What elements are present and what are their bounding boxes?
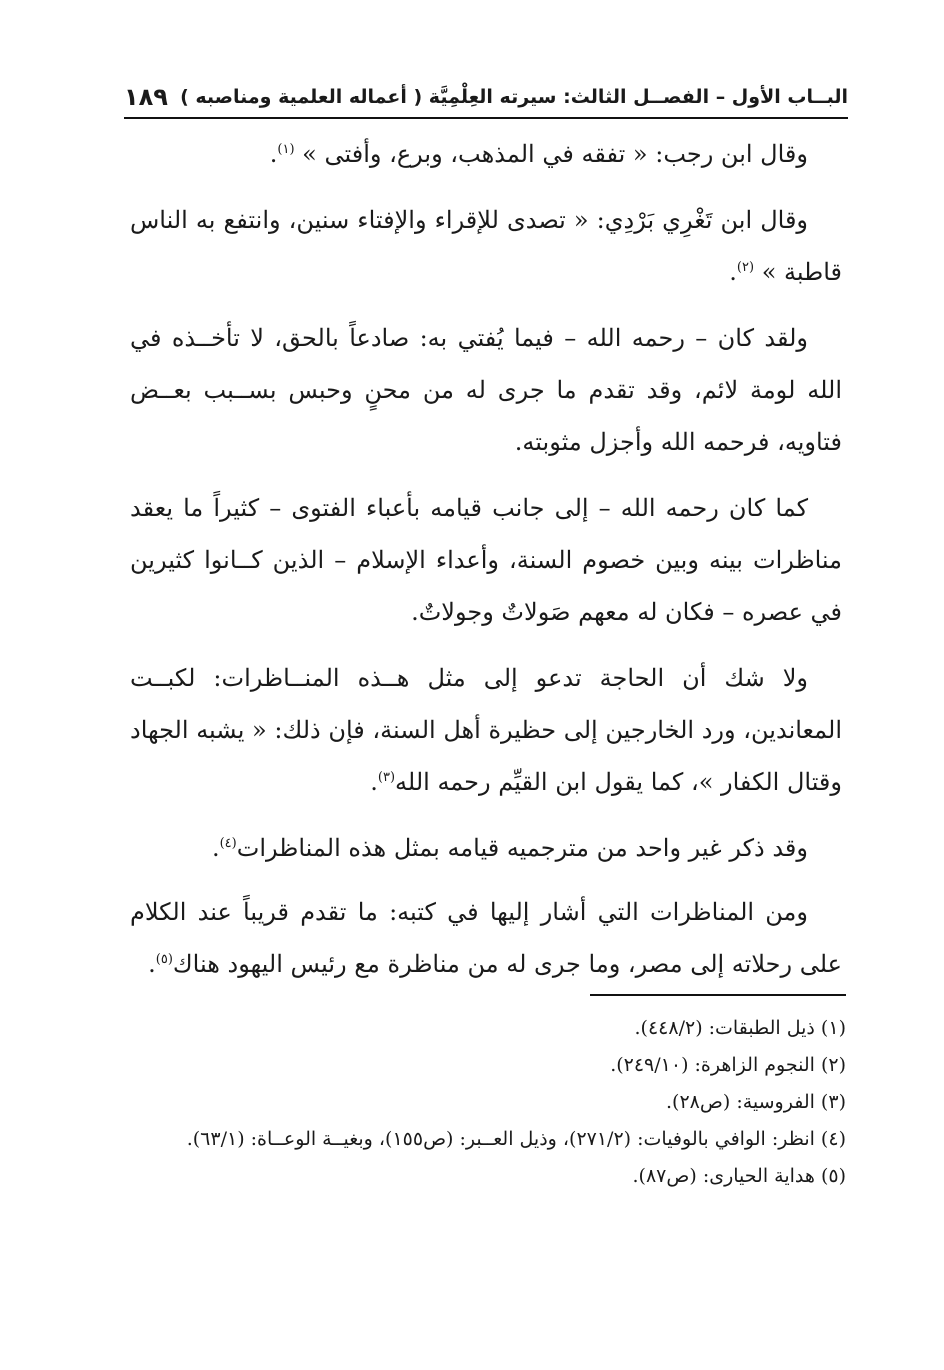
running-header — [124, 78, 848, 116]
body-text — [130, 128, 842, 1004]
footnote-ref: (٤) — [219, 836, 237, 851]
running-header-title: البــاب الأول – الفصــل الثالث: سيرته العِلْمِيَّة ( أعماله العلمية ومناصبه ) — [180, 86, 848, 108]
paragraph-text: كما كان رحمه الله – إلى جانب قيامه بأعباء الفتوى – كثيراً ما يعقد مناظرات بينه وبين خصوم السنة، وأعداء الإسلام – الذين كــانوا كثيرين في عصره – فكان له معهم صَولاتٌ وجولاتٌ. — [130, 494, 842, 626]
footnote-separator — [590, 994, 846, 996]
paragraph — [130, 652, 842, 808]
footnote: (٥) هداية الحيارى: (ص٨٧). — [632, 1165, 846, 1187]
footnotes — [136, 1012, 846, 1197]
paragraph-text: ومن المناظرات التي أشار إليها في كتبه: ما تقدم قريباً عند الكلام على رحلاته إلى مصر، وما جرى له من مناظرة مع رئيس اليهود هناك — [130, 898, 842, 978]
footnote: (٤) انظر: الوافي بالوفيات: (٢٧١/٢)، وذيل العــبر: (ص١٥٥)، وبغيــة الوعــاة: (٦٣/١). — [186, 1128, 846, 1150]
paragraph-text: ولا شك أن الحاجة تدعو إلى مثل هــذه المنــاظرات: لكبــت المعاندين، ورد الخارجين إلى حظيرة أهل السنة، فإن ذلك: « يشبه الجهاد وقتال الكفار »، كما يقول ابن القيِّم رحمه الله — [130, 664, 842, 796]
paragraph-text: وقد ذكر غير واحد من مترجميه قيامه بمثل هذه المناظرات — [236, 834, 808, 862]
paragraph-end: . — [148, 950, 156, 978]
paragraph-end: . — [370, 768, 378, 796]
paragraph-text: وقال ابن رجب: « تفقه في المذهب، وبرع، وأفتى » — [294, 140, 808, 168]
footnote-ref: (٥) — [155, 952, 173, 967]
paragraph — [130, 312, 842, 468]
page-number: ١٨٩ — [124, 83, 168, 111]
footnote: (١) ذيل الطبقات: (٤٤٨/٢). — [634, 1017, 846, 1039]
header-rule — [124, 117, 848, 119]
footnote-ref: (١) — [277, 142, 295, 157]
paragraph-text: وقال ابن تَغْرِي بَرْدِي: « تصدى للإقراء والإفتاء سنين، وانتفع به الناس قاطبة » — [130, 206, 842, 286]
paragraph-end: . — [729, 258, 737, 286]
paragraph — [130, 128, 842, 180]
paragraph-end: . — [269, 140, 278, 168]
footnote: (٢) النجوم الزاهرة: (٢٤٩/١٠). — [610, 1054, 846, 1076]
footnote-ref: (٢) — [736, 260, 755, 275]
footnote-ref: (٣) — [377, 770, 396, 785]
paragraph — [130, 822, 842, 874]
paragraph-text: ولقد كان – رحمه الله – فيما يُفتي به: صادعاً بالحق، لا تأخــذه في الله لومة لائم، وقد تقدم ما جرى له من محنٍ وحبس بســبب بعــض فتاويه، فرحمه الله وأجزل مثوبته. — [130, 324, 842, 456]
footnote: (٣) الفروسية: (ص٢٨). — [666, 1091, 846, 1113]
paragraph — [130, 886, 842, 990]
paragraph-end: . — [211, 834, 220, 862]
paragraph — [130, 194, 842, 298]
paragraph — [130, 482, 842, 638]
